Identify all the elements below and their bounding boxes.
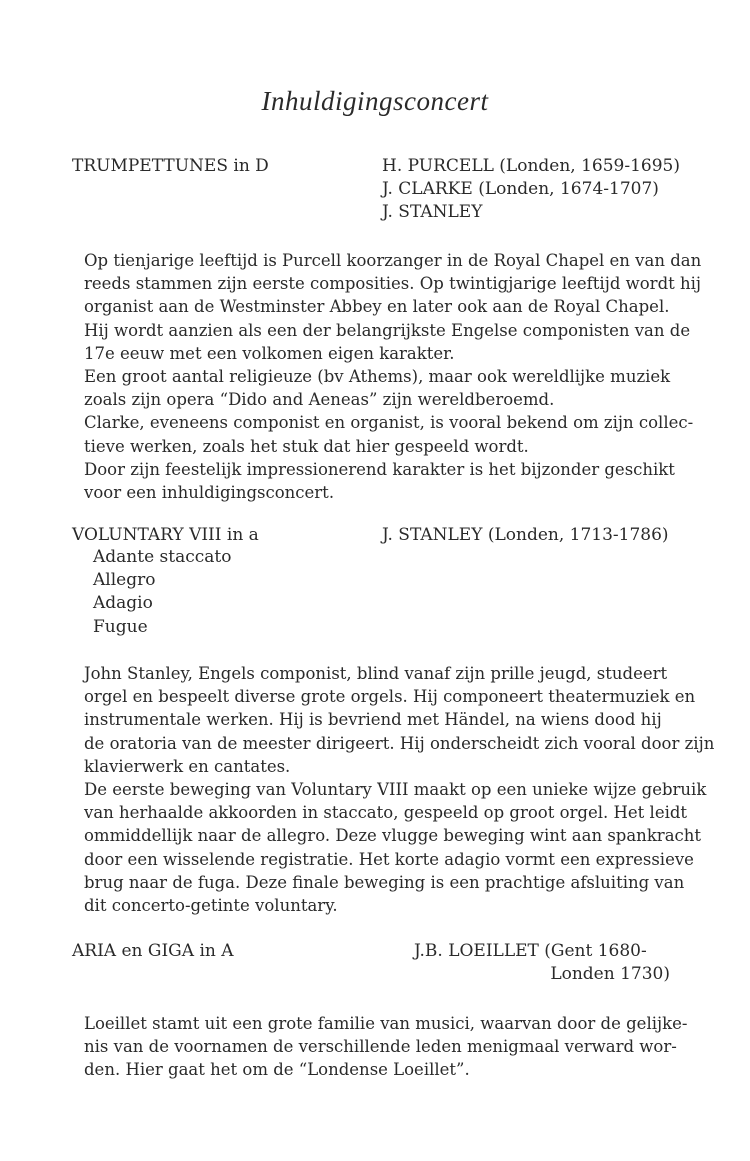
composer-list <box>382 155 680 224</box>
composer-line: J.B. LOEILLET (Gent 1680- <box>414 941 647 961</box>
composer-list <box>414 940 670 986</box>
movement-item: Allegro <box>93 570 156 591</box>
description-line: instrumentale werken. Hij is bevriend met Händel, na wiens dood hij <box>84 710 662 730</box>
description-line: John Stanley, Engels componist, blind vanaf zijn prille jeugd, studeert <box>84 664 668 683</box>
movement-item: Adante staccato <box>93 547 232 567</box>
description-line: ommiddellijk naar de allegro. Deze vlugge beweging wint aan spankracht <box>84 826 702 846</box>
description-line: zoals zijn opera “Dido and Aeneas” zijn wereldberoemd. <box>84 390 555 410</box>
composer-line: J. CLARKE (Londen, 1674-1707) <box>382 179 659 199</box>
composer-line: J. STANLEY (Londen, 1713-1786) <box>382 525 669 545</box>
movement-item: Adagio <box>93 593 153 614</box>
description-line: van herhaalde akkoorden in staccato, gespeeld op groot orgel. Het leidt <box>84 803 688 823</box>
description-line: Door zijn feestelijk impressionerend karakter is het bijzonder geschikt <box>84 459 675 479</box>
description-line: dit concerto-getinte voluntary. <box>84 896 338 916</box>
description-line: Clarke, eveneens componist en organist, is vooral bekend om zijn collec- <box>84 413 694 433</box>
description-line: Hij wordt aanzien als een der belangrijkste Engelse componisten van de <box>84 320 691 340</box>
description-line: brug naar de fuga. Deze finale beweging is een prachtige afsluiting van <box>84 872 685 892</box>
description-line: 17e eeuw met een volkomen eigen karakter. <box>84 343 455 363</box>
piece-title: VOLUNTARY VIII in a <box>72 525 259 545</box>
composer-list <box>382 524 669 547</box>
piece-title: TRUMPETTUNES in D <box>72 156 269 176</box>
description-line: tieve werken, zoals het stuk dat hier gespeeld wordt. <box>84 436 529 456</box>
description-line: orgel en bespeelt diverse grote orgels. Hij componeert theatermuziek en <box>84 687 696 707</box>
piece-description <box>84 1012 688 1082</box>
description-line: door een wisselende registratie. Het korte adagio vormt een expressieve <box>84 849 694 869</box>
description-line: nis van de voornamen de verschillende leden menigmaal verward wor- <box>84 1037 677 1057</box>
movement-item: Fugue <box>93 616 148 637</box>
description-line: De eerste beweging van Voluntary VIII maakt op een unieke wijze gebruik <box>84 780 707 800</box>
description-line: reeds stammen zijn eerste composities. Op twintigjarige leeftijd wordt hij <box>84 274 702 294</box>
description-line: organist aan de Westminster Abbey en later ook aan de Royal Chapel. <box>84 297 670 317</box>
piece-title: ARIA en GIGA in A <box>72 941 234 961</box>
piece-description <box>84 249 702 504</box>
description-line: klavierwerk en cantates. <box>84 756 291 776</box>
movement-list <box>93 546 231 639</box>
description-line: den. Hier gaat het om de “Londense Loeillet”. <box>84 1060 470 1080</box>
description-line: voor een inhuldigingsconcert. <box>84 483 335 503</box>
composer-line: H. PURCELL (Londen, 1659-1695) <box>382 156 681 176</box>
composer-line: J. STANLEY <box>382 202 483 222</box>
piece-description <box>84 662 715 917</box>
description-line: de oratoria van de meester dirigeert. Hij onderscheidt zich vooral door zijn <box>84 733 715 753</box>
description-line: Een groot aantal religieuze (bv Athems), maar ook wereldlijke muziek <box>84 367 671 387</box>
description-line: Op tienjarige leeftijd is Purcell koorzanger in de Royal Chapel en van dan <box>84 251 702 270</box>
composer-line: Londen 1730) <box>550 964 670 984</box>
description-line: Loeillet stamt uit een grote familie van musici, waarvan door de gelijke- <box>84 1014 688 1033</box>
page-title: Inhuldigingsconcert <box>261 86 489 116</box>
